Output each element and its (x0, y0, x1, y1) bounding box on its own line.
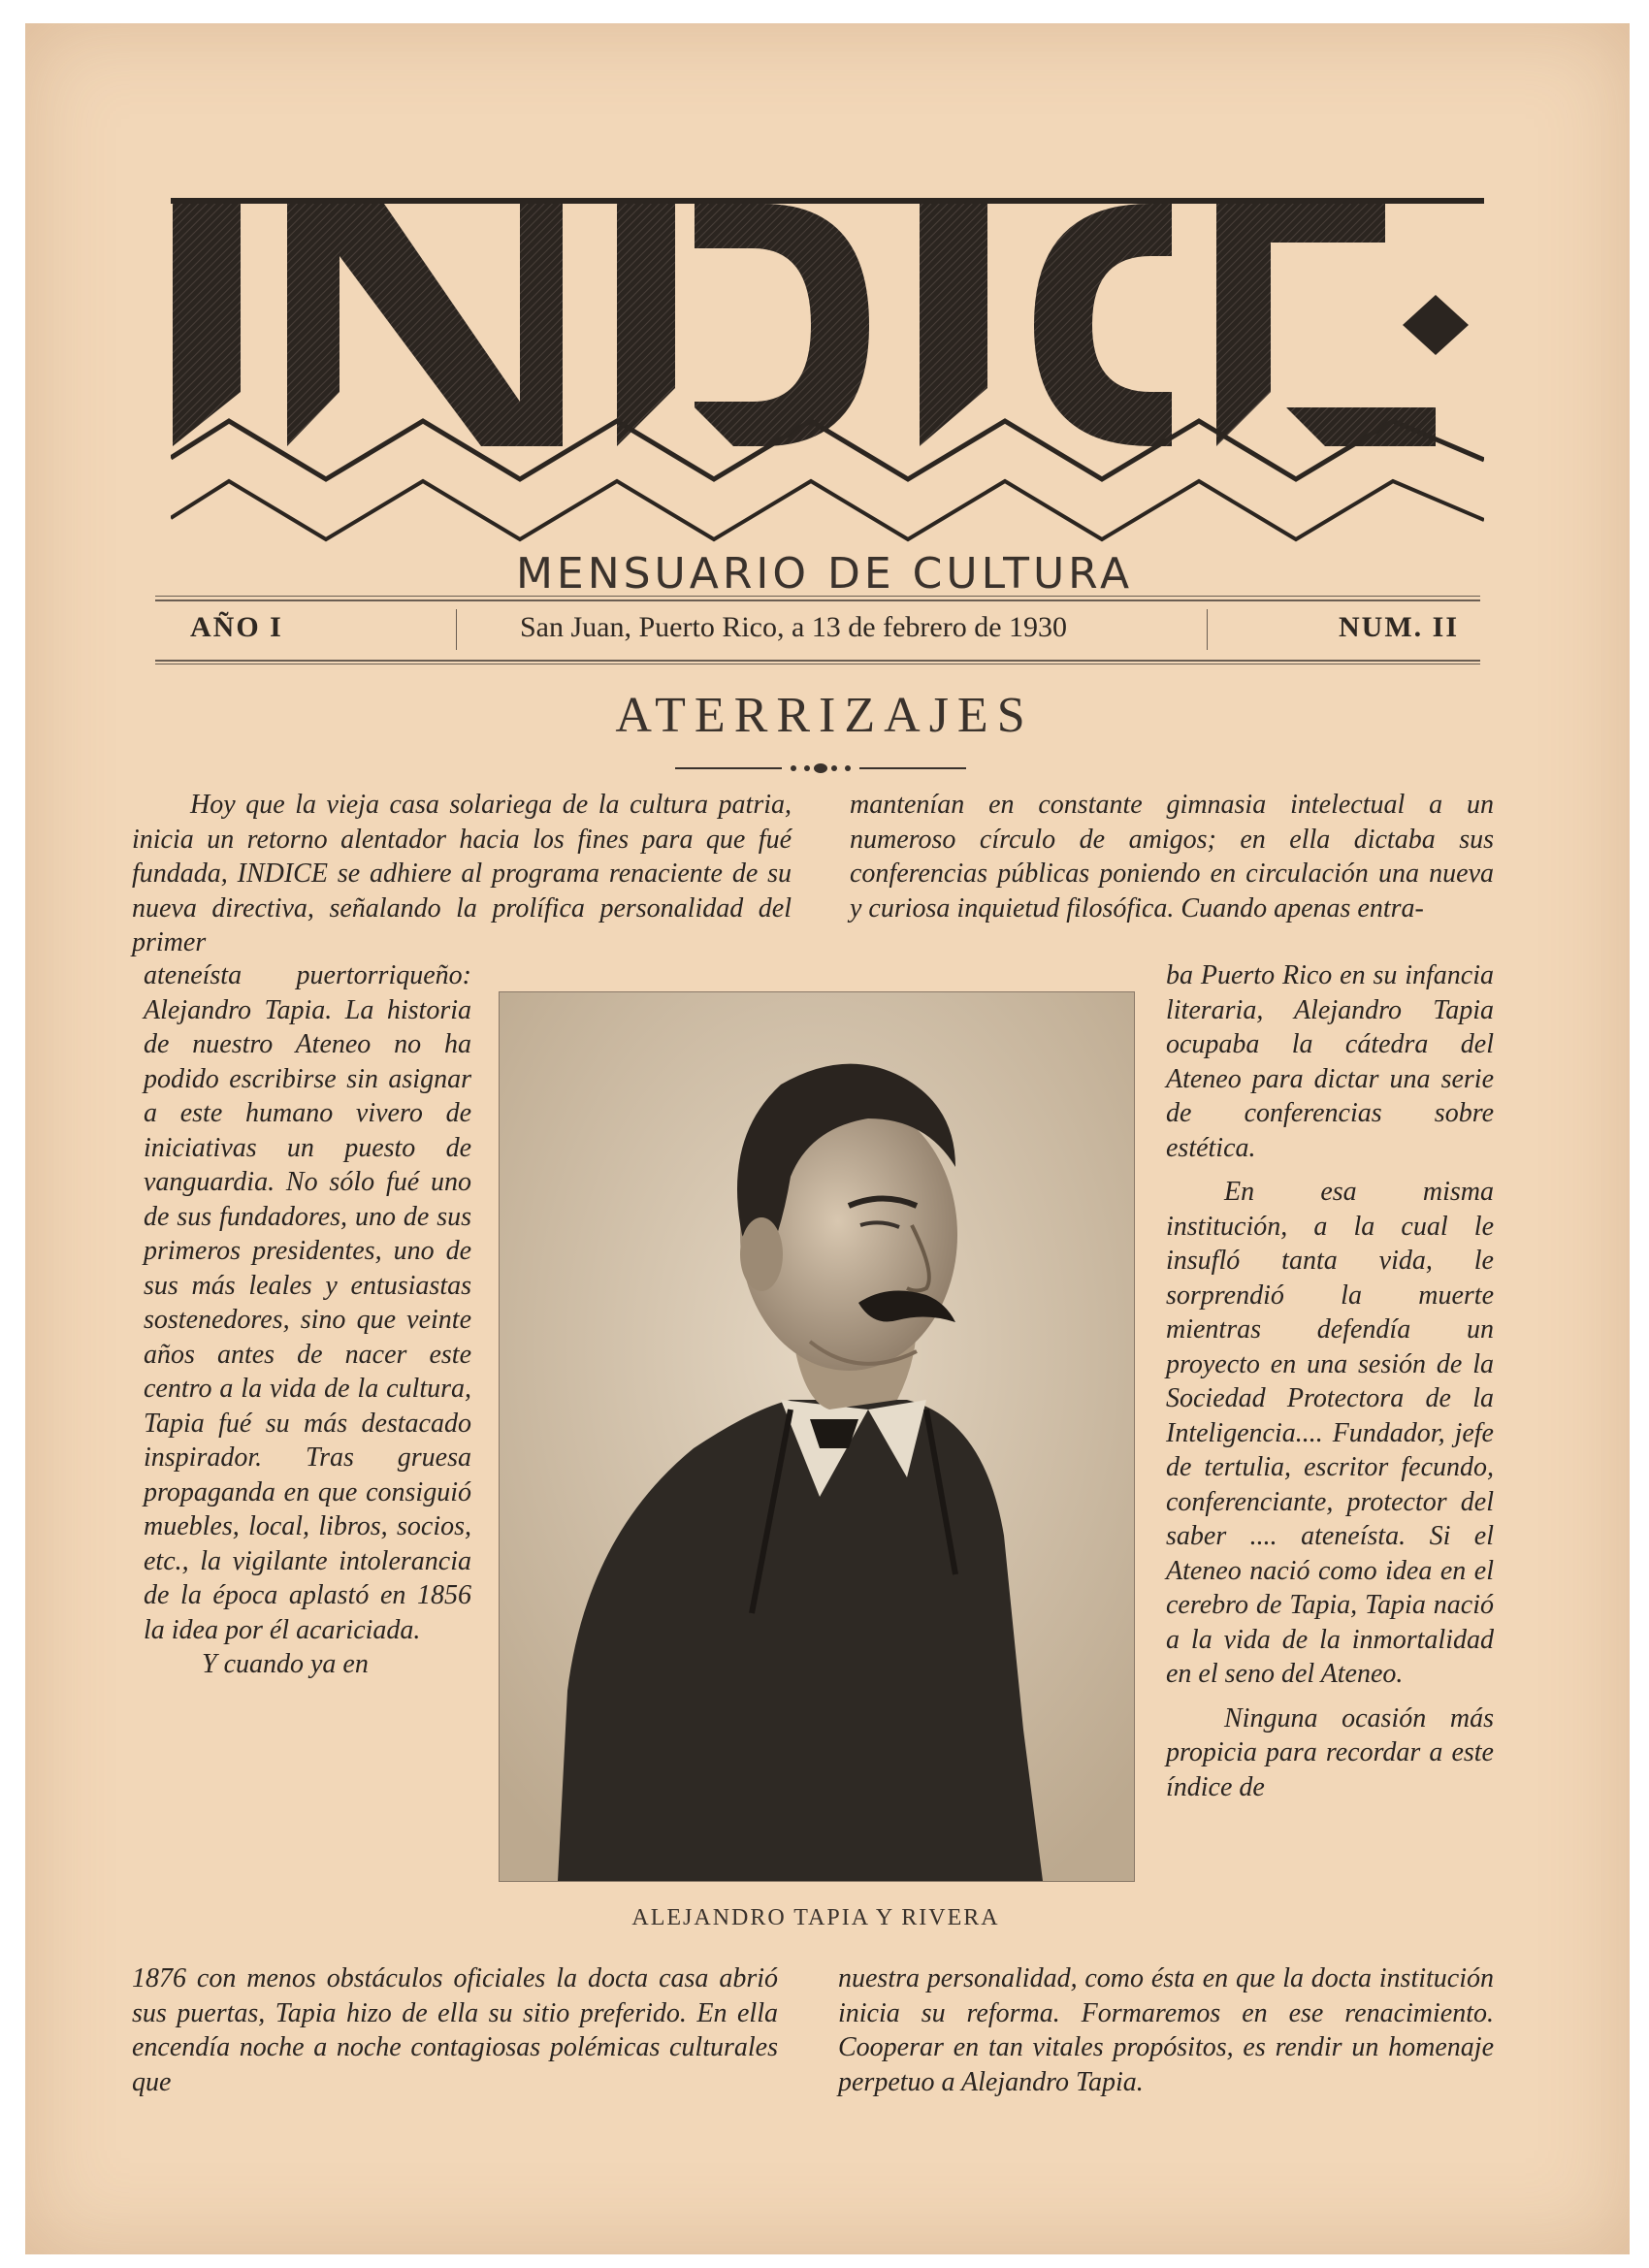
article-paragraph: mantenían en constante gimnasia intelectual a un numeroso círculo de amigos; en ella dictaba sus conferencias públicas poniendo en circulación una nueva y curiosa inquietud filosófica. Cuando apenas entra- (850, 790, 1494, 923)
issue-year: AÑO I (190, 611, 283, 643)
issue-number: NUM. II (1339, 611, 1459, 643)
issue-separator (1207, 609, 1208, 650)
title-ornament (675, 762, 966, 774)
portrait-photo (499, 991, 1135, 1882)
header-rule-top (155, 596, 1480, 597)
article-paragraph: nuestra personalidad, como ésta en que la docta institución inicia su reforma. Formaremos en ese renacimiento. Cooperar en tan vitales propósitos, es rendir un homenaje perpetuo a Alejandro Tapia. (838, 1963, 1494, 2097)
article-paragraph: Hoy que la vieja casa solariega de la cultura patria, inicia un retorno alentador hacia los fines para que fué fundada, INDICE se adhiere al programa renaciente de su nueva directiva, señalando la prolífica personalidad del primer (132, 790, 792, 957)
article-paragraph: ateneísta puertorriqueño: Alejandro Tapia. La historia de nuestro Ateneo no ha podido escribirse sin asignar a este humano vivero de iniciativas un puesto de vanguardia. No sólo fué uno de sus fundadores, uno de sus primeros presidentes, uno de sus más leales y entusiastas sostenedores, sino que veinte años antes de nacer este centro a la vida de la cultura, Tapia fué su más destacado inspirador. Tras gruesa propaganda en que consiguió muebles, local, libros, socios, etc., la vigilante intolerancia de la época aplastó en 1856 la idea por él acariciada. Y cuando ya en (144, 960, 471, 1679)
header-rule-top-double (155, 599, 1480, 601)
issue-place-date: San Juan, Puerto Rico, a 13 de febrero de 1930 (520, 611, 1068, 643)
issue-separator (456, 609, 457, 650)
article-title: ATERRIZAJES (615, 688, 1034, 743)
magazine-subtitle: MENSUARIO DE CULTURA (515, 549, 1134, 599)
article-paragraph: 1876 con menos obstáculos oficiales la docta casa abrió sus puertas, Tapia hizo de ella su sitio preferido. En ella encendía noche a noche contagiosas polémicas culturales que (132, 1963, 778, 2097)
article-paragraph: ba Puerto Rico en su infancia literaria, Alejandro Tapia ocupaba la cátedra del Ateneo para dictar una serie de conferencias sobre estética. En esa misma institución, a la cual le insufló tanta vida, le sorprendió la muerte mientras defendía un proyecto en una sesión de la Sociedad Protectora de la Inteligencia.... Fundador, jefe de tertulia, escritor fecundo, conferenciante, protector del saber .... ateneísta. Si el Ateneo nació como idea en el cerebro de Tapia, Tapia nació a la vida de la inmortalidad en el seno del Ateneo. Ninguna ocasión más propicia para recordar a este índice de (1166, 960, 1494, 1802)
header-rule-bottom (155, 660, 1480, 662)
photo-caption: ALEJANDRO TAPIA Y RIVERA (631, 1905, 1000, 1930)
masthead-logo (171, 198, 1484, 547)
